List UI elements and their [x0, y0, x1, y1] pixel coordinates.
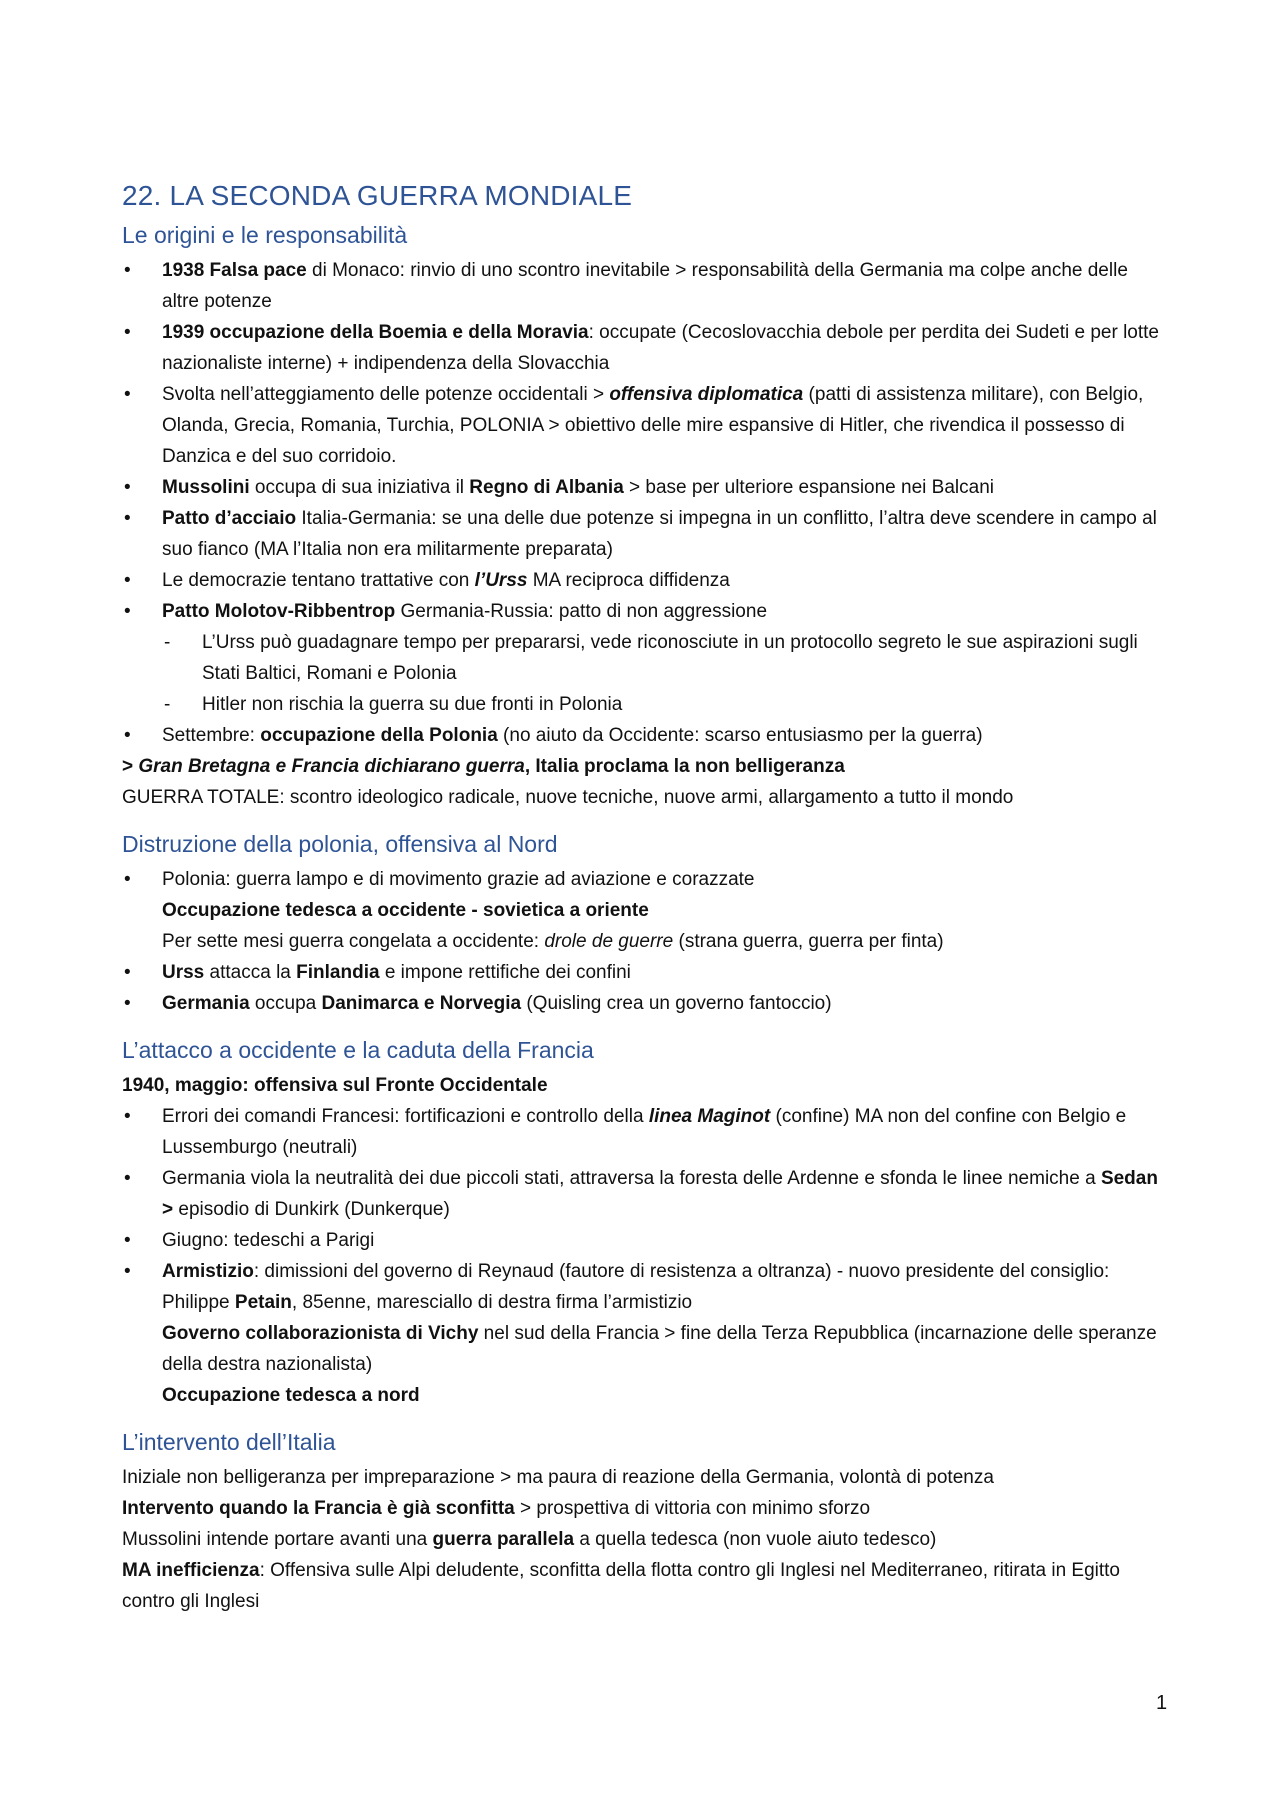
- document-page: [122, 180, 1162, 1617]
- text-span: , 85enne, maresciallo di destra firma l’armistizio: [291, 1292, 693, 1313]
- text-span: nel sud della Francia > fine della Terza Repubblica (incarnazione delle speranze della destra nazionalista): [162, 1323, 1157, 1375]
- text-span: Urss: [162, 962, 205, 983]
- paragraph-line: [122, 1524, 1162, 1555]
- text-span: di Monaco: rinvio di uno scontro inevitabile > responsabilità della Germania ma colpe anche delle altre potenze: [162, 260, 1128, 312]
- text-span: (confine) MA non del confine con Belgio e Lussemburgo (neutrali): [162, 1106, 1127, 1158]
- text-span: Regno di Albania: [469, 477, 624, 498]
- text-span: Settembre:: [162, 725, 261, 746]
- text-span: drole de guerre: [544, 931, 674, 952]
- bullet-item: [122, 1163, 1162, 1225]
- section-heading: Distruzione della polonia, offensiva al Nord: [122, 831, 558, 857]
- continuation-line: [122, 1380, 1162, 1411]
- text-span: Svolta nell’atteggiamento delle potenze occidentali >: [162, 384, 610, 405]
- paragraph-line: [122, 1462, 1162, 1493]
- text-span: offensiva diplomatica: [609, 384, 804, 405]
- text-span: > base per ulteriore espansione nei Balcani: [623, 477, 994, 498]
- text-span: MA reciproca diffidenza: [527, 570, 730, 591]
- continuation-line: [122, 895, 1162, 926]
- text-span: Occupazione tedesca a nord: [162, 1385, 420, 1406]
- sections-container: [122, 222, 1162, 1617]
- bullet-item: [122, 596, 1162, 627]
- text-span: : Offensiva sulle Alpi deludente, sconfitta della flotta contro gli Inglesi nel Mediterraneo, ritirata in Egitto contro gli Inglesi: [122, 1560, 1121, 1612]
- section-heading: L’attacco a occidente e la caduta della Francia: [122, 1037, 594, 1063]
- page-number: 1: [1156, 1692, 1168, 1714]
- text-span: Danimarca e Norvegia: [321, 993, 522, 1014]
- text-span: episodio di Dunkirk (Dunkerque): [173, 1199, 450, 1220]
- bullet-item: [122, 1225, 1162, 1256]
- text-span: Germania-Russia: patto di non aggressione: [395, 601, 768, 622]
- bullet-item: [122, 1101, 1162, 1163]
- text-span: occupazione della Polonia: [260, 725, 498, 746]
- text-span: >: [122, 756, 139, 777]
- text-span: (no aiuto da Occidente: scarso entusiasmo per la guerra): [497, 725, 983, 746]
- text-span: 1938 Falsa pace: [162, 260, 307, 281]
- text-span: Gran Bretagna e Francia dichiarano guerra: [138, 756, 525, 777]
- text-span: occupa: [249, 993, 322, 1014]
- text-span: Mussolini: [162, 477, 250, 498]
- text-span: linea Maginot: [648, 1106, 771, 1127]
- dash-subitem: [122, 627, 1162, 689]
- text-span: Germania: [162, 993, 250, 1014]
- text-span: MA inefficienza: [122, 1560, 260, 1581]
- text-span: attacca la: [204, 962, 297, 983]
- text-span: a quella tedesca (non vuole aiuto tedesco): [574, 1529, 937, 1550]
- text-span: L’Urss può guadagnare tempo per prepararsi, vede riconosciute in un protocollo segreto le sue aspirazioni sugli Stati Baltici, Romani e Polonia: [202, 632, 1138, 684]
- text-span: > prospettiva di vittoria con minimo sforzo: [514, 1498, 871, 1519]
- text-span: Patto d’acciaio: [162, 508, 297, 529]
- paragraph-line: [122, 1555, 1162, 1617]
- continuation-line: [122, 1318, 1162, 1380]
- bullet-item: [122, 720, 1162, 751]
- paragraph-line: [122, 1070, 1162, 1101]
- text-span: Germania viola la neutralità dei due piccoli stati, attraversa la foresta delle Ardenne e sfonda le linee nemiche a: [162, 1168, 1101, 1189]
- bullet-item: [122, 864, 1162, 895]
- text-span: Errori dei comandi Francesi: fortificazioni e controllo della: [162, 1106, 649, 1127]
- bullet-item: [122, 317, 1162, 379]
- bullet-item: [122, 503, 1162, 565]
- text-span: 1940, maggio: offensiva sul Fronte Occidentale: [122, 1075, 548, 1096]
- text-span: Intervento quando la Francia è già sconfitta: [122, 1498, 515, 1519]
- dash-subitem: [122, 689, 1162, 720]
- text-span: Le democrazie tentano trattative con: [162, 570, 475, 591]
- text-span: Sedan >: [162, 1168, 1158, 1220]
- paragraph-line: [122, 782, 1162, 813]
- text-span: (Quisling crea un governo fantoccio): [521, 993, 832, 1014]
- text-span: Petain: [234, 1292, 292, 1313]
- text-span: (strana guerra, guerra per finta): [673, 931, 944, 952]
- bullet-item: [122, 1256, 1162, 1318]
- text-span: e impone rettifiche dei confini: [379, 962, 631, 983]
- text-span: Giugno: tedeschi a Parigi: [162, 1230, 375, 1251]
- text-span: Per sette mesi guerra congelata a occidente:: [162, 931, 545, 952]
- text-span: Finlandia: [296, 962, 380, 983]
- text-span: Armistizio: [162, 1261, 254, 1282]
- text-span: Italia-Germania: se una delle due potenze si impegna in un conflitto, l’altra deve scendere in campo al suo fianco (MA l’Italia non era militarmente preparata): [162, 508, 1157, 560]
- text-span: Patto Molotov-Ribbentrop: [162, 601, 396, 622]
- bullet-item: [122, 957, 1162, 988]
- section-heading: Le origini e le responsabilità: [122, 222, 408, 248]
- paragraph-line: [122, 1493, 1162, 1524]
- text-span: Hitler non rischia la guerra su due fronti in Polonia: [202, 694, 623, 715]
- text-span: Governo collaborazionista di Vichy: [162, 1323, 479, 1344]
- text-span: occupa di sua iniziativa il: [249, 477, 470, 498]
- text-span: : dimissioni del governo di Reynaud (fautore di resistenza a oltranza) - nuovo presidente del consiglio: Philippe: [162, 1261, 1110, 1313]
- text-span: Occupazione tedesca a occidente - sovietica a oriente: [162, 900, 649, 921]
- bullet-item: [122, 255, 1162, 317]
- continuation-line: [122, 926, 1162, 957]
- bullet-item: [122, 565, 1162, 596]
- bullet-item: [122, 472, 1162, 503]
- text-span: GUERRA TOTALE: scontro ideologico radicale, nuove tecniche, nuove armi, allargamento a tutto il mondo: [122, 787, 1014, 808]
- section-heading: L’intervento dell’Italia: [122, 1429, 336, 1455]
- paragraph-line: [122, 751, 1162, 782]
- text-span: Iniziale non belligeranza per impreparazione > ma paura di reazione della Germania, volontà di potenza: [122, 1467, 994, 1488]
- text-span: , Italia proclama la non belligeranza: [524, 756, 845, 777]
- text-span: Mussolini intende portare avanti una: [122, 1529, 433, 1550]
- text-span: 1939 occupazione della Boemia e della Moravia: [162, 322, 589, 343]
- page-title: 22. LA SECONDA GUERRA MONDIALE: [122, 180, 633, 211]
- text-span: (patti di assistenza militare), con Belgio, Olanda, Grecia, Romania, Turchia, POLONIA > obiettivo delle mire espansive di Hitler, che rivendica il possesso di Danzica e del suo corridoio.: [162, 384, 1144, 467]
- bullet-item: [122, 379, 1162, 472]
- text-span: guerra parallela: [432, 1529, 575, 1550]
- bullet-item: [122, 988, 1162, 1019]
- text-span: Polonia: guerra lampo e di movimento grazie ad aviazione e corazzate: [162, 869, 755, 890]
- text-span: : occupate (Cecoslovacchia debole per perdita dei Sudeti e per lotte nazionaliste interne) + indipendenza della Slovacchia: [162, 322, 1159, 374]
- text-span: l’Urss: [474, 570, 528, 591]
